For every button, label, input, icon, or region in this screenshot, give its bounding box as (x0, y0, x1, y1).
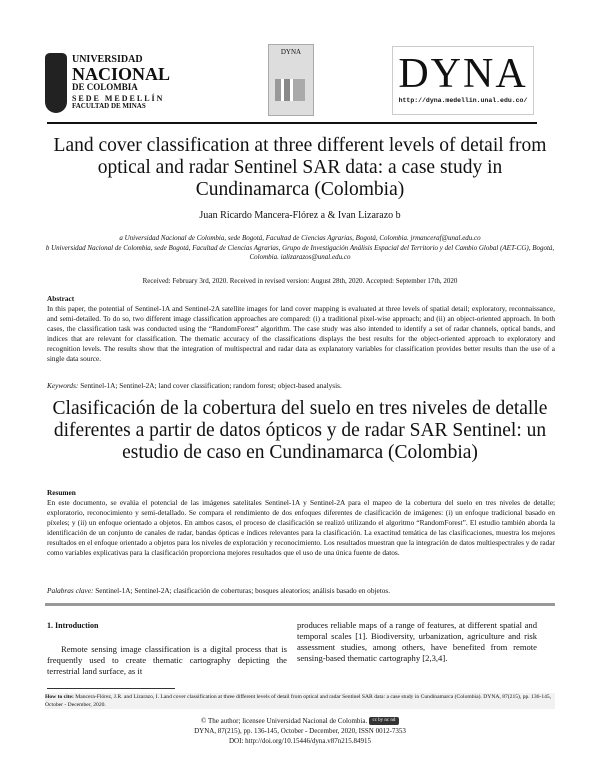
creative-commons-icon[interactable]: cc by nc nd (369, 717, 399, 725)
resumen (47, 488, 555, 558)
section-divider (45, 603, 555, 606)
university-line2: NACIONAL (71, 64, 170, 84)
cite-text: Mancera-Flórez, J.R. and Lizarazo, I. Land cover classification at three different levels of detail from optical and radar Sentinel SAR data: a case study in Cundinamarca (Colombia). DYNA, 87(215), pp. 136-145, October - December, 2020. (45, 694, 552, 708)
abstract-heading: Abstract (47, 294, 75, 303)
abstract (47, 294, 555, 364)
palabras-text: Sentinel-1A; Sentinel-2A; clasificación de coberturas; bosques aleatorios; análisis basado en objetos. (95, 586, 391, 595)
resumen-text: En este documento, se evalúa el potencial de las imágenes satelitales Sentinel-1A y Sentinel-2A para el mapeo de la cobertura del suelo en tres niveles de detalle; exploratorio, reconocimiento y semi-detallado. Se compara el rendimiento de dos enfoques diferentes de clasificación de imágenes: (i) un enfoque tradicional basado en píxeles; y (ii) un enfoque orientado a objetos. En ambos casos, el proceso de clasificación se realizó utilizando el algoritmo “RandomForest”. El estudio también aborda la identificación de un conjunto de canales de radar, bandas ópticas e índices relevantes para la clasificación. La exactitud temática de las clasificaciones, muestra los mejores resultados en el enfoque orientado a objetos para los niveles de exploración y reconocimiento. Los resultados muestran que la integración de datos multiespectrales y de radar como variables explicativas para la clasificación proporciona mejores resultados que el uso de una única fuente de datos. (47, 498, 555, 557)
keywords-label: Keywords: (47, 381, 79, 390)
header-divider (47, 122, 537, 124)
how-to-cite (45, 693, 555, 709)
abstract-text: In this paper, the potential of Sentinel-1A and Sentinel-2A satellite images for land cover mapping is evaluated at three levels of spatial detail; exploratory, reconnaissance, and semi-detailed. To do so, two different image classification approaches are compared: (i) a traditional pixel-wise approach; and (ii) an object-oriented approach. In both cases, the classification task was conducted using the “RandomForest” algorithm. The case study was also intended to identify a set of radar channels, optical bands, and indices that are relevant for classification. The thematic accuracy of the classifications displays the best results for the object-oriented approach to exploratory and recognition levels. The results show that the integration of multispectral and radar data as explanatory variables for classification provides better results than the use of a single data source. (47, 304, 555, 363)
university-crest-icon (45, 53, 67, 113)
authors: Juan Ricardo Mancera-Flórez a & Ivan Lizarazo b (199, 210, 401, 221)
journal-cover-thumbnail (268, 44, 314, 116)
journal-logo-text: DYNA (398, 51, 528, 97)
affiliation-a: a Universidad Nacional de Colombia, sede Bogotá, Facultad de Ciencias Agrarias, Bogotá, Colombia. jrmanceraf@unal.edu.co (119, 234, 481, 242)
university-logo (45, 45, 170, 120)
journal-logo (392, 46, 534, 115)
cite-label: How to cite: (45, 694, 74, 700)
footnote-divider (47, 688, 175, 689)
palabras-clave (47, 586, 390, 595)
affiliations (45, 234, 555, 263)
title-english: Land cover classification at three different levels of detail from optical and radar Sentinel SAR data: a case study in Cundinamarca (Colombia) (53, 135, 547, 200)
affiliation-b: b Universidad Nacional de Colombia, sede Bogotá, Facultad de Ciencias Agrarias, Grupo de Investigación Análisis Espacial del Territorio y del Cambio Global (AET-CG), Bogotá, Colombia. ializarazos@unal.edu.co (45, 243, 555, 261)
received-dates: Received: February 3rd, 2020. Received in revised version: August 28th, 2020. Accepted: September 17th, 2020 (142, 277, 458, 285)
palabras-label: Palabras clave: (47, 586, 94, 595)
intro-column-right: produces reliable maps of a range of features, at different spatial and temporal scales [1]. Biodiversity, urbanization, agriculture and risk assessment studies, among others, have benefited from remote sensing-based thematic cartography [2,3,4]. (297, 620, 537, 663)
intro-heading: 1. Introduction (47, 621, 99, 630)
journal-url[interactable]: http://dyna.medellin.unal.edu.co/ (398, 97, 528, 104)
cover-chart-icon (275, 79, 305, 101)
keywords (47, 381, 342, 390)
intro-paragraph-1: Remote sensing image classification is a digital process that is frequently used to create thematic cartography depicting the terrestrial land surface, as it (47, 644, 287, 676)
footer (40, 716, 560, 746)
title-spanish: Clasificación de la cobertura del suelo en tres niveles de detalle diferentes a partir de datos ópticos y de radar SAR Sentinel: un estudio de caso en Cundinamarca (Colombia) (52, 398, 548, 463)
journal-issue: DYNA, 87(215), pp. 136-145, October - December, 2020, ISSN 0012-7353 (194, 727, 406, 735)
intro-column-left (47, 620, 287, 677)
resumen-heading: Resumen (47, 488, 76, 497)
university-line4: SEDE MEDELLÍN (71, 94, 165, 103)
copyright: © The author; licensee Universidad Nacional de Colombia. (201, 717, 368, 725)
doi-link[interactable]: DOI: http://doi.org/10.15446/dyna.v87n215.84915 (228, 737, 371, 745)
keywords-text: Sentinel-1A; Sentinel-2A; land cover classification; random forest; object-based analysis. (80, 381, 342, 390)
cover-title: DYNA (280, 48, 302, 56)
university-line1: UNIVERSIDAD (71, 54, 143, 65)
university-line3: DE COLOMBIA (71, 82, 138, 92)
university-line5: FACULTAD DE MINAS (71, 102, 146, 110)
